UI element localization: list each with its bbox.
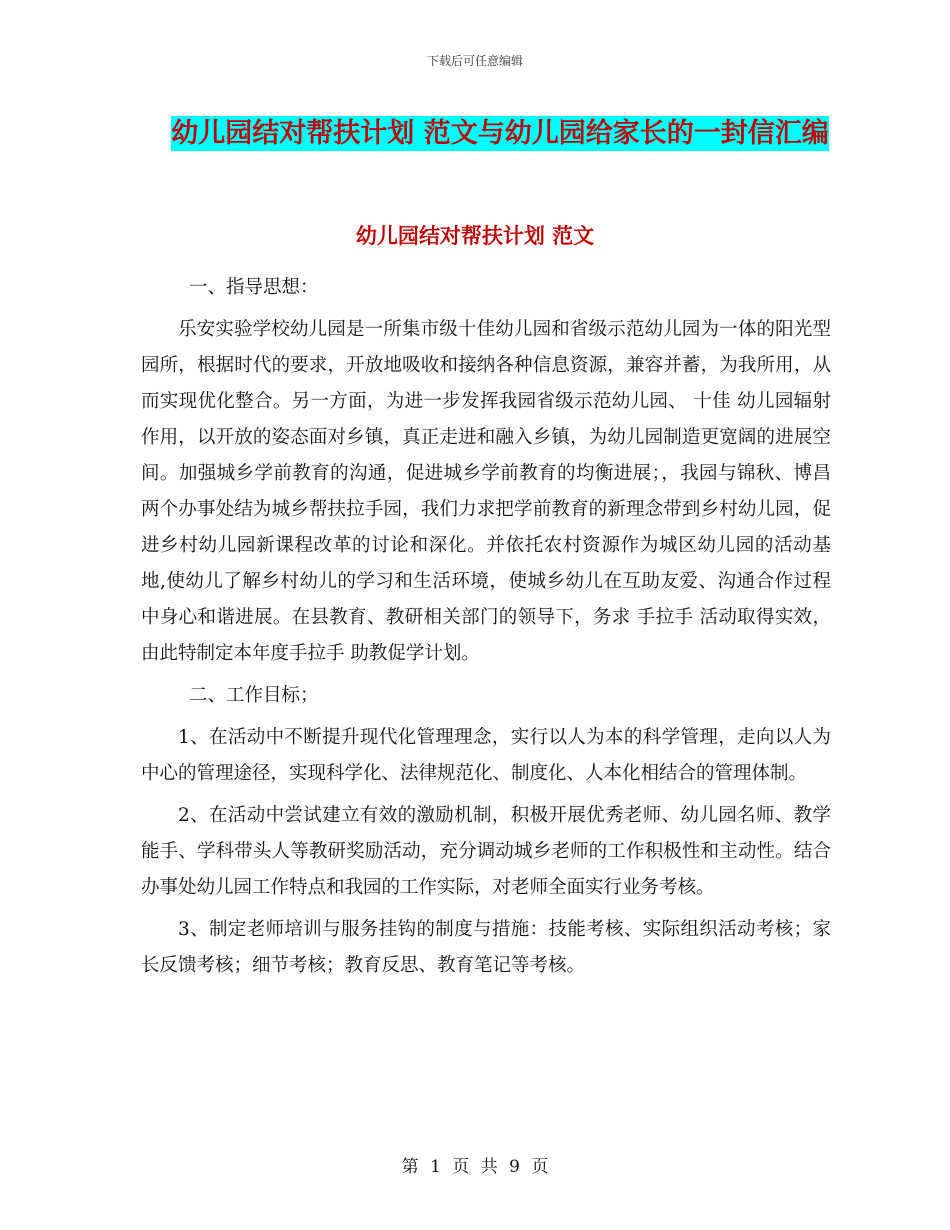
paragraph-goal-1: 1、在活动中不断提升现代化管理理念，实行以人为本的科学管理，走向以人为中心的管理途径，实现科学化、法律规范化、制度化、人本化相结合的管理体制。 [141, 727, 831, 784]
page-number-footer: 第 1 页 共 9 页 [401, 1157, 549, 1177]
document-body [141, 270, 831, 990]
section-title: 幼儿园结对帮扶计划 范文 [355, 224, 595, 248]
document-title [140, 108, 860, 160]
paragraph-guiding-ideology: 乐安实验学校幼儿园是一所集市级十佳幼儿园和省级示范幼儿园为一体的阳光型园所，根据时代的要求，开放地吸收和接纳各种信息资源，兼容并蓄，为我所用，从而实现优化整合。另一方面，为进一步发挥我园省级示范幼儿园、 十佳 幼儿园辐射作用，以开放的姿态面对乡镇，真正走进和融入乡镇，为幼儿园制造更宽阔的进展空间。加强城乡学前教育的沟通，促进城乡学前教育的均衡进展；，我园与锦秋、博昌两个办事处结为城乡帮扶拉手园，我们力求把学前教育的新理念带到乡村幼儿园，促进乡村幼儿园新课程改革的讨论和深化。并依托农村资源作为城区幼儿园的活动基地,使幼儿了解乡村幼儿的学习和生活环境，使城乡幼儿在互助友爱、沟通合作过程中身心和谐进展。在县教育、教研相关部门的领导下，务求 手拉手 活动取得实效，由此特制定本年度手拉手 助教促学计划。 [141, 319, 831, 664]
heading-guiding-ideology: 一、指导思想： [189, 277, 319, 298]
paragraph-goal-3: 3、制定老师培训与服务挂钩的制度与措施：技能考核、实际组织活动考核；家长反馈考核；细节考核；教育反思、教育笔记等考核。 [141, 919, 831, 976]
paragraph-goal-2: 2、在活动中尝试建立有效的激励机制，积极开展优秀老师、幼儿园名师、教学能手、学科带头人等教研奖励活动，充分调动城乡老师的工作积极性和主动性。结合办事处幼儿园工作特点和我园的工作实际，对老师全面实行业务考核。 [141, 805, 831, 898]
document-title-text: 幼儿园结对帮扶计划 范文与幼儿园给家长的一封信汇编 [171, 118, 829, 149]
heading-work-goals: 二、工作目标； [189, 685, 319, 706]
page-header-note: 下载后可任意编辑 [426, 54, 523, 68]
